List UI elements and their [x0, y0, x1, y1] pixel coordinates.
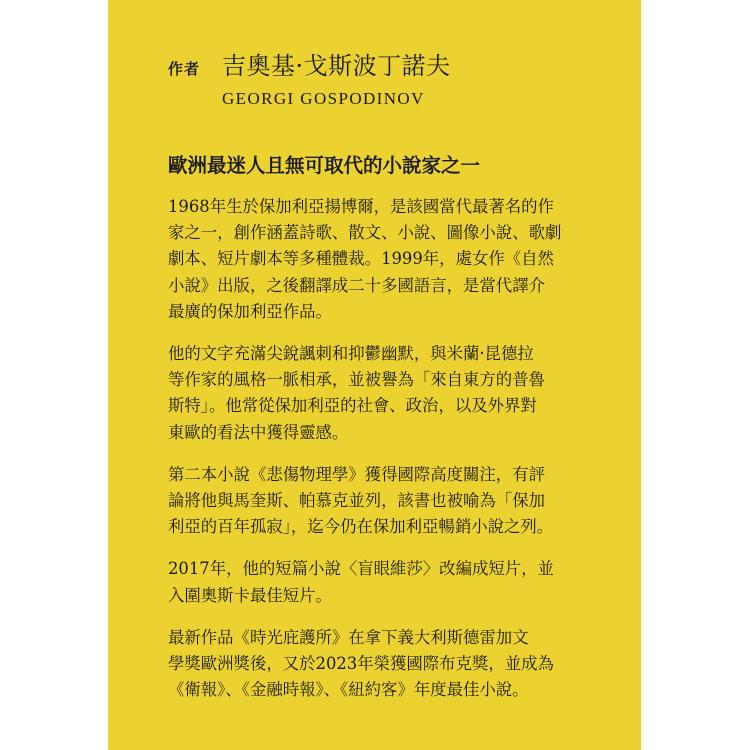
paragraph: [168, 341, 592, 446]
paragraph: [168, 556, 592, 608]
book-flap: [108, 0, 641, 750]
paragraph-line: 最新作品《時光庇護所》在拿下義大利斯德雷加文: [168, 627, 529, 647]
paragraph-line: 入圍奧斯卡最佳短片。: [168, 585, 332, 605]
paragraph-line: 他的文字充滿尖銳諷刺和抑鬱幽默，與米蘭·昆德拉: [168, 344, 534, 364]
biography-body: [168, 194, 592, 703]
paragraph: [168, 462, 592, 541]
paragraph: [168, 194, 592, 325]
paragraph-line: 2017年，他的短篇小說〈盲眼維莎〉改編成短片，並: [168, 559, 554, 579]
paragraph: [168, 625, 592, 704]
paragraph-line: 1968年生於保加利亞揚博爾，是該國當代最著名的作: [168, 197, 554, 216]
paragraph-line: 家之一，創作涵蓋詩歌、散文、小說、圖像小說、歌劇: [168, 223, 562, 243]
paragraph-line: 第二本小說《悲傷物理學》獲得國際高度關注，有評: [168, 464, 545, 484]
paragraph-line: 劇本、短片劇本等多種體裁。1999年，處女作《自然: [168, 249, 554, 269]
paragraph-line: 《衛報》、《金融時報》、《紐約客》年度最佳小說。: [168, 680, 529, 700]
paragraph-line: 利亞的百年孤寂」，迄今仍在保加利亞暢銷小說之列。: [168, 517, 554, 537]
paragraph-line: 小說》出版，之後翻譯成二十多國語言，是當代譯介: [168, 275, 545, 295]
paragraph-line: 學獎歐洲獎後，又於2023年榮獲國際布克獎，並成為: [168, 654, 554, 674]
author-label: 作者: [168, 60, 201, 78]
paragraph-line: 斯特」。他常從保加利亞的社會、政治，以及外界對: [168, 396, 537, 416]
headline: 歐洲最迷人且無可取代的小說家之一: [168, 154, 481, 177]
paragraph-line: 等作家的風格一脈相承，並被譽為「來自東方的普魯: [168, 370, 545, 390]
paragraph-line: 東歐的看法中獲得靈感。: [168, 422, 349, 442]
author-row: [168, 52, 641, 83]
paragraph-line: 論將他與馬奎斯、帕慕克並列，該書也被喻為「保加: [168, 491, 545, 511]
author-name-latin: GEORGI GOSPODINOV: [222, 89, 425, 108]
author-name: 吉奧基·戈斯波丁諾夫: [222, 52, 451, 80]
paragraph-line: 最廣的保加利亞作品。: [168, 301, 332, 321]
